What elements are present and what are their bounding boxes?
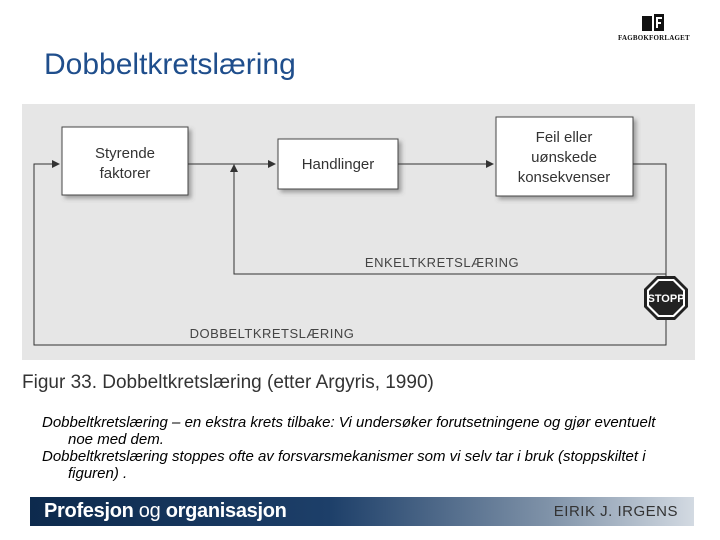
box3-line2: uønskede xyxy=(531,149,597,166)
author-name: EIRIK J. IRGENS xyxy=(553,503,678,520)
box2-line1: Handlinger xyxy=(301,156,375,173)
double-loop-label: DOBBELTKRETSLÆRING xyxy=(189,326,355,341)
loop-diagram xyxy=(22,104,695,360)
single-loop-label: ENKELTKRETSLÆRING xyxy=(364,255,520,270)
body-paragraph-2: Dobbeltkretslæring stoppes ofte av forsvarsmekanismer som vi selv tar i bruk (stoppskiltet i figuren) . xyxy=(42,448,646,482)
slide-title: Dobbeltkretslæring xyxy=(44,48,296,81)
box1-line2: faktorer xyxy=(99,165,151,182)
body-paragraph-1: Dobbeltkretslæring – en ekstra krets tilbake: Vi undersøker forutsetningene og gjør eventuelt noe med dem. xyxy=(42,414,656,448)
body-text xyxy=(42,414,682,482)
book-title-part2: og xyxy=(133,500,166,522)
box-feil-konsekvenser xyxy=(496,117,633,196)
book-title xyxy=(44,500,287,523)
book-title-part1: Profesjon xyxy=(44,500,134,522)
figure-caption: Figur 33. Dobbeltkretslæring (etter Argyris, 1990) xyxy=(22,372,434,393)
stop-sign-text: STOPP xyxy=(647,293,685,305)
box1-line1: Styrende xyxy=(94,145,156,162)
book-icon xyxy=(642,14,664,32)
box3-line3: konsekvenser xyxy=(517,169,611,186)
box-handlinger xyxy=(278,139,398,189)
publisher-logo xyxy=(618,14,688,48)
book-title-part3: organisasjon xyxy=(165,500,287,522)
box3-line1: Feil eller xyxy=(535,129,593,146)
box-styrende-faktorer xyxy=(62,127,188,195)
logo-text: FAGBOKFORLAGET xyxy=(618,34,690,42)
footer-bar xyxy=(30,497,694,526)
stop-sign-icon xyxy=(644,276,688,320)
